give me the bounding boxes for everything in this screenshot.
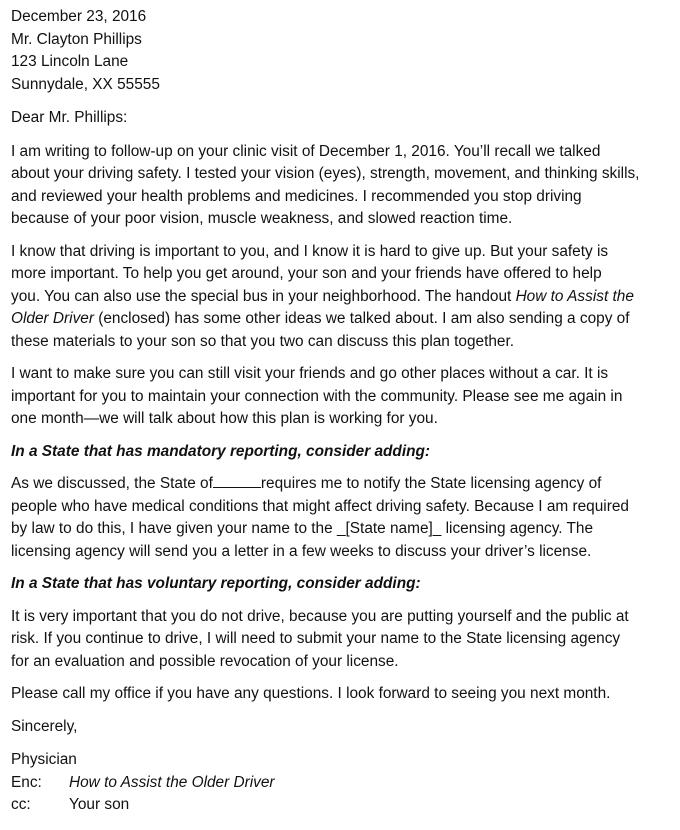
enclosure-value: How to Assist the Older Driver — [69, 773, 275, 791]
letter — [11, 6, 675, 817]
paragraph-community: I want to make sure you can still visit your friends and go other places without a car. It is important for you to maintain your connection with the community. Please see me again in one month—we will talk about how this plan is working for you. — [11, 365, 623, 427]
signature: Physician — [11, 751, 77, 768]
salutation: Dear Mr. Phillips: — [11, 109, 128, 126]
enclosure-label: Enc: — [11, 773, 42, 791]
mandatory-reporting-heading: In a State that has mandatory reporting, consider adding: — [11, 442, 431, 460]
paragraph-followup: I am writing to follow-up on your clinic visit of December 1, 2016. You’ll recall we talked about your driving safety. I tested your vision (eyes), strength, movement, and thinking skills, and reviewed your health problems and medicines. I recommended you stop driving because of your poor vision, muscle weakness, and slowed reaction time. — [11, 142, 640, 227]
recipient-name: Mr. Clayton Phillips — [11, 30, 142, 48]
recipient-city: Sunnydale, XX 55555 — [11, 75, 160, 93]
cc-value: Your son — [69, 796, 130, 813]
handout-title-continued: Older Driver — [11, 310, 94, 327]
cc-line — [11, 794, 675, 817]
state-blank-line — [213, 473, 261, 488]
closing: Sincerely, — [11, 717, 78, 735]
cc-label: cc: — [11, 796, 31, 813]
paragraph-closing-note: Please call my office if you have any questions. I look forward to seeing you next month. — [11, 685, 611, 702]
voluntary-reporting-heading: In a State that has voluntary reporting, consider adding: — [11, 575, 421, 592]
recipient-block — [11, 6, 675, 96]
paragraph-voluntary: It is very important that you do not drive, because you are putting yourself and the public at risk. If you continue to drive, I will need to submit your name to the State licensing agency for an evaluation and possible revocation of your license. — [11, 607, 629, 670]
handout-title: How to Assist the — [515, 287, 634, 305]
enclosure-line — [11, 772, 675, 795]
letter-date: December 23, 2016 — [11, 8, 147, 25]
recipient-street: 123 Lincoln Lane — [11, 53, 129, 70]
paragraph-safety: I know that driving is important to you, and I know it is hard to give up. But your safety is more important. To help you get around, your son and your friends have offered to help you. You can also use the special bus in your neighborhood. The handout How to Assist the Older Driver (enclosed) has some other ideas we talked about. I am also sending a copy of these materials to your son so that you two can discuss this plan together. — [11, 242, 634, 350]
paragraph-mandatory: As we discussed, the State of requires me to notify the State licensing agency of people who have medical conditions that might affect driving safety. Because I am required by law to do this, I have given your name to the _[State name]_ licensing agency. The licensing agency will send you a letter in a few weeks to discuss your driver’s license. — [11, 475, 629, 560]
